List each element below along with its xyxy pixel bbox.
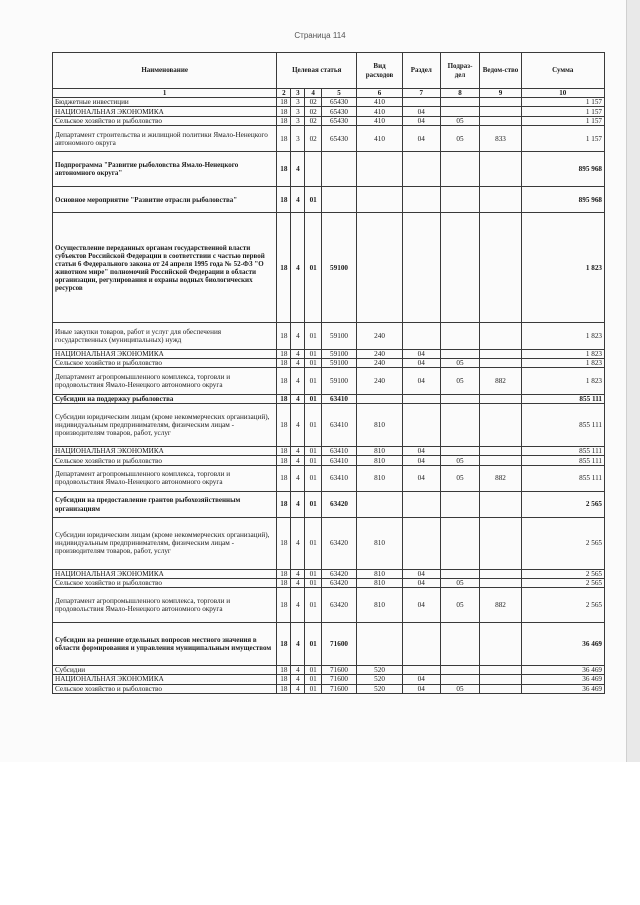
row-code-b: 4: [291, 491, 305, 517]
row-code-a: 18: [277, 126, 291, 152]
row-code-d: 63420: [321, 588, 356, 623]
row-code-b: 4: [291, 684, 305, 693]
row-podrazdel: 05: [440, 368, 480, 394]
row-razdel: 04: [402, 126, 440, 152]
row-vid: 810: [357, 569, 403, 578]
row-name: Подпрограмма "Развитие рыболовства Ямало-Ненецкого автономного округа": [53, 152, 277, 187]
row-code-a: 18: [277, 152, 291, 187]
row-vid: 810: [357, 403, 403, 446]
row-vid: 810: [357, 465, 403, 491]
row-vid: 240: [357, 349, 403, 358]
row-razdel: [402, 152, 440, 187]
row-code-c: 01: [305, 446, 321, 455]
row-code-d: 63420: [321, 569, 356, 578]
header-vedomstvo: Ведом-ство: [480, 53, 521, 89]
row-name: НАЦИОНАЛЬНАЯ ЭКОНОМИКА: [53, 446, 277, 455]
row-vedomstvo: [480, 569, 521, 578]
row-code-c: 01: [305, 368, 321, 394]
header-razdel: Раздел: [402, 53, 440, 89]
row-code-d: 63420: [321, 518, 356, 569]
row-razdel: 04: [402, 569, 440, 578]
row-razdel: 04: [402, 465, 440, 491]
row-code-a: 18: [277, 465, 291, 491]
row-code-c: 01: [305, 359, 321, 368]
row-code-b: 4: [291, 569, 305, 578]
row-vid: [357, 394, 403, 403]
row-code-b: 4: [291, 359, 305, 368]
row-vid: 240: [357, 359, 403, 368]
row-code-c: 01: [305, 323, 321, 349]
row-code-a: 18: [277, 588, 291, 623]
table-row: [53, 359, 605, 368]
row-code-b: 4: [291, 349, 305, 358]
table-row: [53, 394, 605, 403]
table-header-row: [53, 53, 605, 89]
row-code-b: 3: [291, 126, 305, 152]
row-vid: 520: [357, 675, 403, 684]
row-razdel: [402, 187, 440, 213]
row-code-a: 18: [277, 665, 291, 674]
budget-table: [52, 52, 605, 694]
row-razdel: [402, 323, 440, 349]
row-code-d: 59100: [321, 323, 356, 349]
row-code-c: 01: [305, 465, 321, 491]
row-razdel: 04: [402, 107, 440, 116]
row-code-c: 01: [305, 569, 321, 578]
row-sum: 855 111: [521, 456, 604, 465]
row-vid: [357, 213, 403, 323]
row-sum: 2 565: [521, 588, 604, 623]
row-code-d: 59100: [321, 349, 356, 358]
row-podrazdel: 05: [440, 578, 480, 587]
col-num: 7: [402, 89, 440, 98]
col-num: 10: [521, 89, 604, 98]
row-code-d: 63410: [321, 403, 356, 446]
row-podrazdel: [440, 403, 480, 446]
row-podrazdel: [440, 152, 480, 187]
row-vedomstvo: [480, 152, 521, 187]
row-name: Субсидии на решение отдельных вопросов местного значения в области формирования и управления муниципальным имуществом: [53, 622, 277, 665]
row-razdel: 04: [402, 588, 440, 623]
row-code-b: 3: [291, 107, 305, 116]
row-razdel: [402, 622, 440, 665]
row-name: НАЦИОНАЛЬНАЯ ЭКОНОМИКА: [53, 349, 277, 358]
col-num: 2: [277, 89, 291, 98]
col-num: 1: [53, 89, 277, 98]
row-vedomstvo: [480, 349, 521, 358]
table-row: [53, 518, 605, 569]
row-razdel: 04: [402, 456, 440, 465]
page-number: Страница 114: [294, 31, 346, 40]
row-name: НАЦИОНАЛЬНАЯ ЭКОНОМИКА: [53, 675, 277, 684]
row-code-a: 18: [277, 213, 291, 323]
row-sum: 36 469: [521, 665, 604, 674]
table-row: [53, 98, 605, 107]
row-name: Сельское хозяйство и рыболовство: [53, 578, 277, 587]
row-code-a: 18: [277, 394, 291, 403]
row-vedomstvo: [480, 456, 521, 465]
row-name: Сельское хозяйство и рыболовство: [53, 116, 277, 125]
row-vedomstvo: [480, 116, 521, 125]
row-code-b: 4: [291, 323, 305, 349]
row-code-b: 4: [291, 446, 305, 455]
table-row: [53, 569, 605, 578]
row-code-b: 4: [291, 213, 305, 323]
row-code-c: 01: [305, 349, 321, 358]
row-code-c: 02: [305, 126, 321, 152]
row-sum: 855 111: [521, 403, 604, 446]
row-razdel: 04: [402, 578, 440, 587]
row-code-d: [321, 152, 356, 187]
row-vedomstvo: 833: [480, 126, 521, 152]
row-code-d: 65430: [321, 116, 356, 125]
row-vedomstvo: [480, 446, 521, 455]
row-code-a: 18: [277, 622, 291, 665]
row-razdel: 04: [402, 359, 440, 368]
row-code-a: 18: [277, 569, 291, 578]
row-razdel: 04: [402, 116, 440, 125]
table-row: [53, 187, 605, 213]
row-name: Департамент строительства и жилищной политики Ямало-Ненецкого автономного округа: [53, 126, 277, 152]
table-row: [53, 684, 605, 693]
row-sum: 36 469: [521, 675, 604, 684]
row-code-b: 4: [291, 152, 305, 187]
row-code-c: 01: [305, 518, 321, 569]
row-name: Сельское хозяйство и рыболовство: [53, 359, 277, 368]
row-razdel: 04: [402, 368, 440, 394]
row-razdel: [402, 213, 440, 323]
row-code-d: 63410: [321, 446, 356, 455]
row-code-a: 18: [277, 116, 291, 125]
row-code-d: 63420: [321, 578, 356, 587]
row-vedomstvo: [480, 359, 521, 368]
row-code-a: 18: [277, 578, 291, 587]
col-num: 3: [291, 89, 305, 98]
header-podrazdel: Подраз-дел: [440, 53, 480, 89]
row-code-d: 65430: [321, 126, 356, 152]
row-podrazdel: [440, 675, 480, 684]
row-code-b: 4: [291, 588, 305, 623]
row-name: Осуществление переданных органам государственной власти субъектов Российской Федерации в соответствии с частью первой статьи 6 Федерального закона от 24 апреля 1995 года № 52-ФЗ "О животном мире" полномочий Российской Федерации в области организации, регулирования и охраны водных биологических ресурсов: [53, 213, 277, 323]
row-code-b: 4: [291, 578, 305, 587]
row-podrazdel: 05: [440, 465, 480, 491]
row-sum: 36 469: [521, 684, 604, 693]
row-vedomstvo: 882: [480, 588, 521, 623]
table-row: [53, 323, 605, 349]
row-vedomstvo: [480, 323, 521, 349]
row-sum: 1 823: [521, 323, 604, 349]
row-code-d: 71600: [321, 665, 356, 674]
row-vid: [357, 491, 403, 517]
row-code-d: 59100: [321, 368, 356, 394]
table-row: [53, 403, 605, 446]
row-code-b: 4: [291, 675, 305, 684]
header-article: Целевая статья: [277, 53, 357, 89]
row-sum: 1 157: [521, 98, 604, 107]
row-podrazdel: [440, 394, 480, 403]
row-vid: 240: [357, 323, 403, 349]
row-podrazdel: 05: [440, 456, 480, 465]
row-code-a: 18: [277, 107, 291, 116]
row-vid: [357, 187, 403, 213]
row-code-b: 3: [291, 98, 305, 107]
table-row: [53, 588, 605, 623]
row-vedomstvo: [480, 684, 521, 693]
table-row: [53, 456, 605, 465]
row-code-c: 01: [305, 578, 321, 587]
col-num: 9: [480, 89, 521, 98]
col-num: 5: [321, 89, 356, 98]
row-sum: 1 157: [521, 116, 604, 125]
row-podrazdel: [440, 491, 480, 517]
row-code-a: 18: [277, 323, 291, 349]
row-code-a: 18: [277, 675, 291, 684]
table-row: [53, 152, 605, 187]
row-name: Департамент агропромышленного комплекса, торговли и продовольствия Ямало-Ненецкого автономного округа: [53, 465, 277, 491]
row-name: НАЦИОНАЛЬНАЯ ЭКОНОМИКА: [53, 107, 277, 116]
header-summa: Сумма: [521, 53, 604, 89]
row-code-d: 65430: [321, 107, 356, 116]
row-sum: 1 157: [521, 126, 604, 152]
row-razdel: [402, 394, 440, 403]
row-code-d: 63420: [321, 491, 356, 517]
row-code-c: 02: [305, 107, 321, 116]
table-row: [53, 368, 605, 394]
row-code-a: 18: [277, 98, 291, 107]
row-code-b: 4: [291, 665, 305, 674]
table-row: [53, 578, 605, 587]
row-code-c: 01: [305, 588, 321, 623]
row-name: Департамент агропромышленного комплекса, торговли и продовольствия Ямало-Ненецкого автономного округа: [53, 368, 277, 394]
row-sum: 1 823: [521, 349, 604, 358]
row-podrazdel: 05: [440, 126, 480, 152]
row-vedomstvo: [480, 518, 521, 569]
row-vid: 520: [357, 665, 403, 674]
row-code-d: 71600: [321, 684, 356, 693]
row-podrazdel: [440, 323, 480, 349]
row-podrazdel: [440, 569, 480, 578]
row-podrazdel: 05: [440, 116, 480, 125]
row-code-c: 01: [305, 491, 321, 517]
row-podrazdel: [440, 622, 480, 665]
row-sum: 895 968: [521, 187, 604, 213]
row-code-d: 65430: [321, 98, 356, 107]
row-vedomstvo: [480, 403, 521, 446]
row-vedomstvo: [480, 578, 521, 587]
row-code-c: 01: [305, 456, 321, 465]
row-code-c: 01: [305, 665, 321, 674]
row-code-c: 01: [305, 394, 321, 403]
row-code-d: 63410: [321, 394, 356, 403]
row-vid: 410: [357, 126, 403, 152]
row-code-d: 59100: [321, 359, 356, 368]
row-code-d: [321, 187, 356, 213]
header-vid: Вид расходов: [357, 53, 403, 89]
row-podrazdel: [440, 213, 480, 323]
row-code-c: 01: [305, 403, 321, 446]
row-vid: 240: [357, 368, 403, 394]
col-num: 6: [357, 89, 403, 98]
row-name: Основное мероприятие "Развитие отрасли рыболовства": [53, 187, 277, 213]
row-vid: 810: [357, 588, 403, 623]
row-razdel: [402, 665, 440, 674]
table-row: [53, 665, 605, 674]
row-sum: 2 565: [521, 578, 604, 587]
row-name: Субсидии юридическим лицам (кроме некоммерческих организаций), индивидуальным предпринимателям, физическим лицам - производителям товаров, работ, услуг: [53, 518, 277, 569]
row-razdel: 04: [402, 684, 440, 693]
row-podrazdel: [440, 187, 480, 213]
row-vid: [357, 152, 403, 187]
row-name: Департамент агропромышленного комплекса, торговли и продовольствия Ямало-Ненецкого автономного округа: [53, 588, 277, 623]
table-row: [53, 622, 605, 665]
row-code-a: 18: [277, 359, 291, 368]
row-podrazdel: [440, 98, 480, 107]
row-code-b: 3: [291, 116, 305, 125]
row-vedomstvo: [480, 665, 521, 674]
row-code-c: 01: [305, 622, 321, 665]
row-vedomstvo: [480, 491, 521, 517]
row-sum: 36 469: [521, 622, 604, 665]
row-podrazdel: [440, 518, 480, 569]
row-vid: 520: [357, 684, 403, 693]
row-code-c: [305, 152, 321, 187]
row-name: Субсидии на поддержку рыболовства: [53, 394, 277, 403]
table-row: [53, 116, 605, 125]
row-code-a: 18: [277, 518, 291, 569]
row-name: Сельское хозяйство и рыболовство: [53, 456, 277, 465]
row-vedomstvo: [480, 675, 521, 684]
row-code-a: 18: [277, 368, 291, 394]
row-razdel: 04: [402, 446, 440, 455]
row-sum: 895 968: [521, 152, 604, 187]
row-code-c: 01: [305, 187, 321, 213]
row-vid: [357, 622, 403, 665]
row-razdel: [402, 518, 440, 569]
row-code-b: 4: [291, 456, 305, 465]
row-name: НАЦИОНАЛЬНАЯ ЭКОНОМИКА: [53, 569, 277, 578]
row-code-c: 02: [305, 116, 321, 125]
table-row: [53, 213, 605, 323]
row-sum: 2 565: [521, 518, 604, 569]
row-vedomstvo: [480, 622, 521, 665]
row-code-a: 18: [277, 187, 291, 213]
row-name: Субсидии юридическим лицам (кроме некоммерческих организаций), индивидуальным предпринимателям, физическим лицам - производителям товаров, работ, услуг: [53, 403, 277, 446]
row-razdel: [402, 491, 440, 517]
row-vedomstvo: [480, 187, 521, 213]
row-vid: 410: [357, 98, 403, 107]
column-number-row: [53, 89, 605, 98]
row-code-d: 63410: [321, 465, 356, 491]
row-razdel: 04: [402, 675, 440, 684]
row-podrazdel: 05: [440, 684, 480, 693]
table-row: [53, 349, 605, 358]
row-sum: 855 111: [521, 394, 604, 403]
row-code-b: 4: [291, 187, 305, 213]
row-razdel: [402, 403, 440, 446]
row-code-b: 4: [291, 368, 305, 394]
row-code-c: 01: [305, 675, 321, 684]
row-vedomstvo: [480, 394, 521, 403]
row-vedomstvo: [480, 98, 521, 107]
row-sum: 855 111: [521, 446, 604, 455]
table-row: [53, 465, 605, 491]
row-code-b: 4: [291, 518, 305, 569]
row-sum: 1 823: [521, 213, 604, 323]
row-vedomstvo: 882: [480, 368, 521, 394]
row-name: Бюджетные инвестиции: [53, 98, 277, 107]
table-row: [53, 107, 605, 116]
row-vedomstvo: [480, 213, 521, 323]
row-sum: 855 111: [521, 465, 604, 491]
row-vedomstvo: [480, 107, 521, 116]
row-sum: 1 823: [521, 359, 604, 368]
row-vid: 410: [357, 107, 403, 116]
row-code-c: 01: [305, 684, 321, 693]
row-code-d: 71600: [321, 675, 356, 684]
row-name: Субсидии на предоставление грантов рыбохозяйственным организациям: [53, 491, 277, 517]
table-row: [53, 491, 605, 517]
row-vid: 410: [357, 116, 403, 125]
row-vid: 810: [357, 518, 403, 569]
row-podrazdel: 05: [440, 588, 480, 623]
row-sum: 1 157: [521, 107, 604, 116]
header-name: Наименование: [53, 53, 277, 89]
row-podrazdel: [440, 107, 480, 116]
blank-area: [0, 762, 640, 905]
row-code-a: 18: [277, 684, 291, 693]
row-vid: 810: [357, 456, 403, 465]
table-row: [53, 446, 605, 455]
row-vedomstvo: 882: [480, 465, 521, 491]
row-code-a: 18: [277, 349, 291, 358]
row-podrazdel: [440, 446, 480, 455]
col-num: 8: [440, 89, 480, 98]
row-code-b: 4: [291, 403, 305, 446]
row-name: Иные закупки товаров, работ и услуг для обеспечения государственных (муниципальных) нужд: [53, 323, 277, 349]
row-podrazdel: [440, 349, 480, 358]
row-sum: 2 565: [521, 491, 604, 517]
row-code-b: 4: [291, 622, 305, 665]
row-code-a: 18: [277, 446, 291, 455]
row-code-c: 02: [305, 98, 321, 107]
row-razdel: [402, 98, 440, 107]
row-vid: 810: [357, 578, 403, 587]
row-code-b: 4: [291, 465, 305, 491]
row-name: Субсидии: [53, 665, 277, 674]
row-name: Сельское хозяйство и рыболовство: [53, 684, 277, 693]
row-code-d: 71600: [321, 622, 356, 665]
row-code-a: 18: [277, 403, 291, 446]
row-code-a: 18: [277, 491, 291, 517]
row-podrazdel: [440, 665, 480, 674]
row-code-d: 59100: [321, 213, 356, 323]
row-razdel: 04: [402, 349, 440, 358]
row-vid: 810: [357, 446, 403, 455]
table-row: [53, 675, 605, 684]
row-code-c: 01: [305, 213, 321, 323]
row-code-b: 4: [291, 394, 305, 403]
row-podrazdel: 05: [440, 359, 480, 368]
row-sum: 2 565: [521, 569, 604, 578]
row-code-d: 63410: [321, 456, 356, 465]
table-row: [53, 126, 605, 152]
row-code-a: 18: [277, 456, 291, 465]
row-sum: 1 823: [521, 368, 604, 394]
col-num: 4: [305, 89, 321, 98]
